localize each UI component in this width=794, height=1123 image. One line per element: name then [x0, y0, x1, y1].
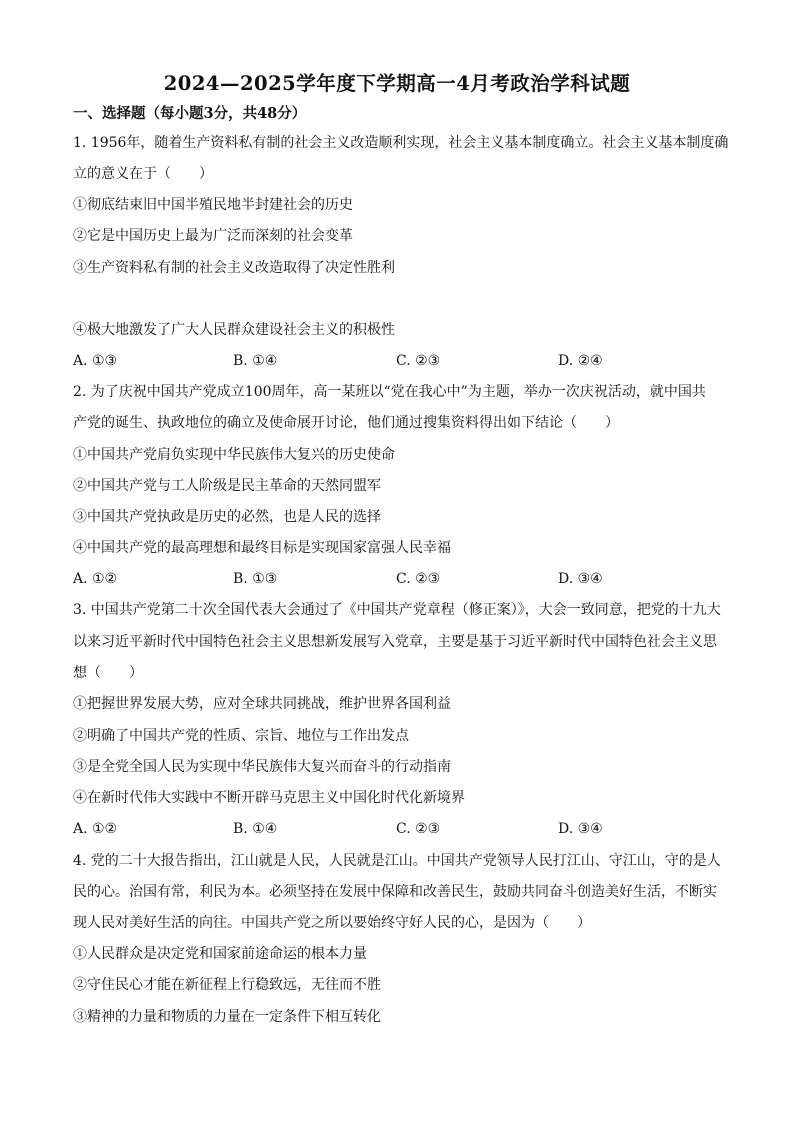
- q3-option-a: A. ①②: [73, 821, 118, 837]
- q3-option-d: D. ③④: [558, 821, 603, 837]
- q2-item-4: ④中国共产党的最高理想和最终目标是实现国家富强人民幸福: [73, 540, 451, 556]
- q1-item-2: ②它是中国历史上最为广泛而深刻的社会变革: [73, 228, 353, 244]
- q2-item-1: ①中国共产党肩负实现中华民族伟大复兴的历史使命: [73, 447, 395, 463]
- q4-item-1: ①人民群众是决定党和国家前途命运的根本力量: [73, 946, 367, 962]
- q2-stem-line-1: 2. 为了庆祝中国共产党成立100周年，高一某班以“党在我心中”为主题，举办一次庆祝活动，就中国共: [73, 384, 706, 400]
- q1-option-b: B. ①④: [233, 353, 278, 369]
- q4-stem-line-1: 4. 党的二十大报告指出，江山就是人民，人民就是江山。中国共产党领导人民打江山、守江山，守的是人: [73, 853, 721, 869]
- q4-stem-line-2: 民的心。治国有常，利民为本。必须坚持在发展中保障和改善民生，鼓励共同奋斗创造美好生活，不断实: [73, 884, 717, 900]
- q2-stem-line-2: 产党的诞生、执政地位的确立及使命展开讨论，他们通过搜集资料得出如下结论（ ）: [73, 415, 619, 431]
- q2-option-c: C. ②③: [396, 571, 441, 587]
- q3-item-4: ④在新时代伟大实践中不断开辟马克思主义中国化时代化新境界: [73, 790, 465, 806]
- q3-stem-line-2: 以来习近平新时代中国特色社会主义思想新发展写入党章，主要是基于习近平新时代中国特色社会主义思: [73, 634, 717, 650]
- q1-option-d: D. ②④: [558, 353, 603, 369]
- q1-stem-line-1: 1. 1956年，随着生产资料私有制的社会主义改造顺利实现，社会主义基本制度确立。社会主义基本制度确: [73, 135, 729, 151]
- section-heading: 一、选择题（每小题3分，共48分）: [73, 105, 307, 122]
- q1-option-c: C. ②③: [396, 353, 441, 369]
- q3-option-c: C. ②③: [396, 821, 441, 837]
- q3-item-1: ①把握世界发展大势，应对全球共同挑战，维护世界各国利益: [73, 696, 451, 712]
- exam-title: 2024—2025学年度下学期高一4月考政治学科试题: [163, 72, 631, 95]
- q1-item-4: ④极大地激发了广大人民群众建设社会主义的积极性: [73, 322, 395, 338]
- q2-option-b: B. ①③: [233, 571, 278, 587]
- q4-stem-line-3: 现人民对美好生活的向往。中国共产党之所以要始终守好人民的心，是因为（ ）: [73, 915, 591, 931]
- q2-item-3: ③中国共产党执政是历史的必然，也是人民的选择: [73, 509, 381, 525]
- q1-stem-line-2: 立的意义在于（ ）: [73, 166, 213, 182]
- q1-option-a: A. ①③: [73, 353, 118, 369]
- q1-item-1: ①彻底结束旧中国半殖民地半封建社会的历史: [73, 197, 353, 213]
- q1-item-3: ③生产资料私有制的社会主义改造取得了决定性胜利: [73, 260, 395, 276]
- q2-option-a: A. ①②: [73, 571, 118, 587]
- q2-item-2: ②中国共产党与工人阶级是民主革命的天然同盟军: [73, 478, 381, 494]
- q3-stem-line-1: 3. 中国共产党第二十次全国代表大会通过了《中国共产党章程（修正案）》，大会一致同意，把党的十九大: [73, 602, 721, 618]
- q3-item-3: ③是全党全国人民为实现中华民族伟大复兴而奋斗的行动指南: [73, 759, 451, 775]
- q3-item-2: ②明确了中国共产党的性质、宗旨、地位与工作出发点: [73, 728, 409, 744]
- q4-item-2: ②守住民心才能在新征程上行稳致远，无往而不胜: [73, 977, 381, 993]
- q3-option-b: B. ①④: [233, 821, 278, 837]
- q2-option-d: D. ③④: [558, 571, 603, 587]
- q4-item-3: ③精神的力量和物质的力量在一定条件下相互转化: [73, 1009, 381, 1025]
- q3-stem-line-3: 想（ ）: [73, 665, 143, 681]
